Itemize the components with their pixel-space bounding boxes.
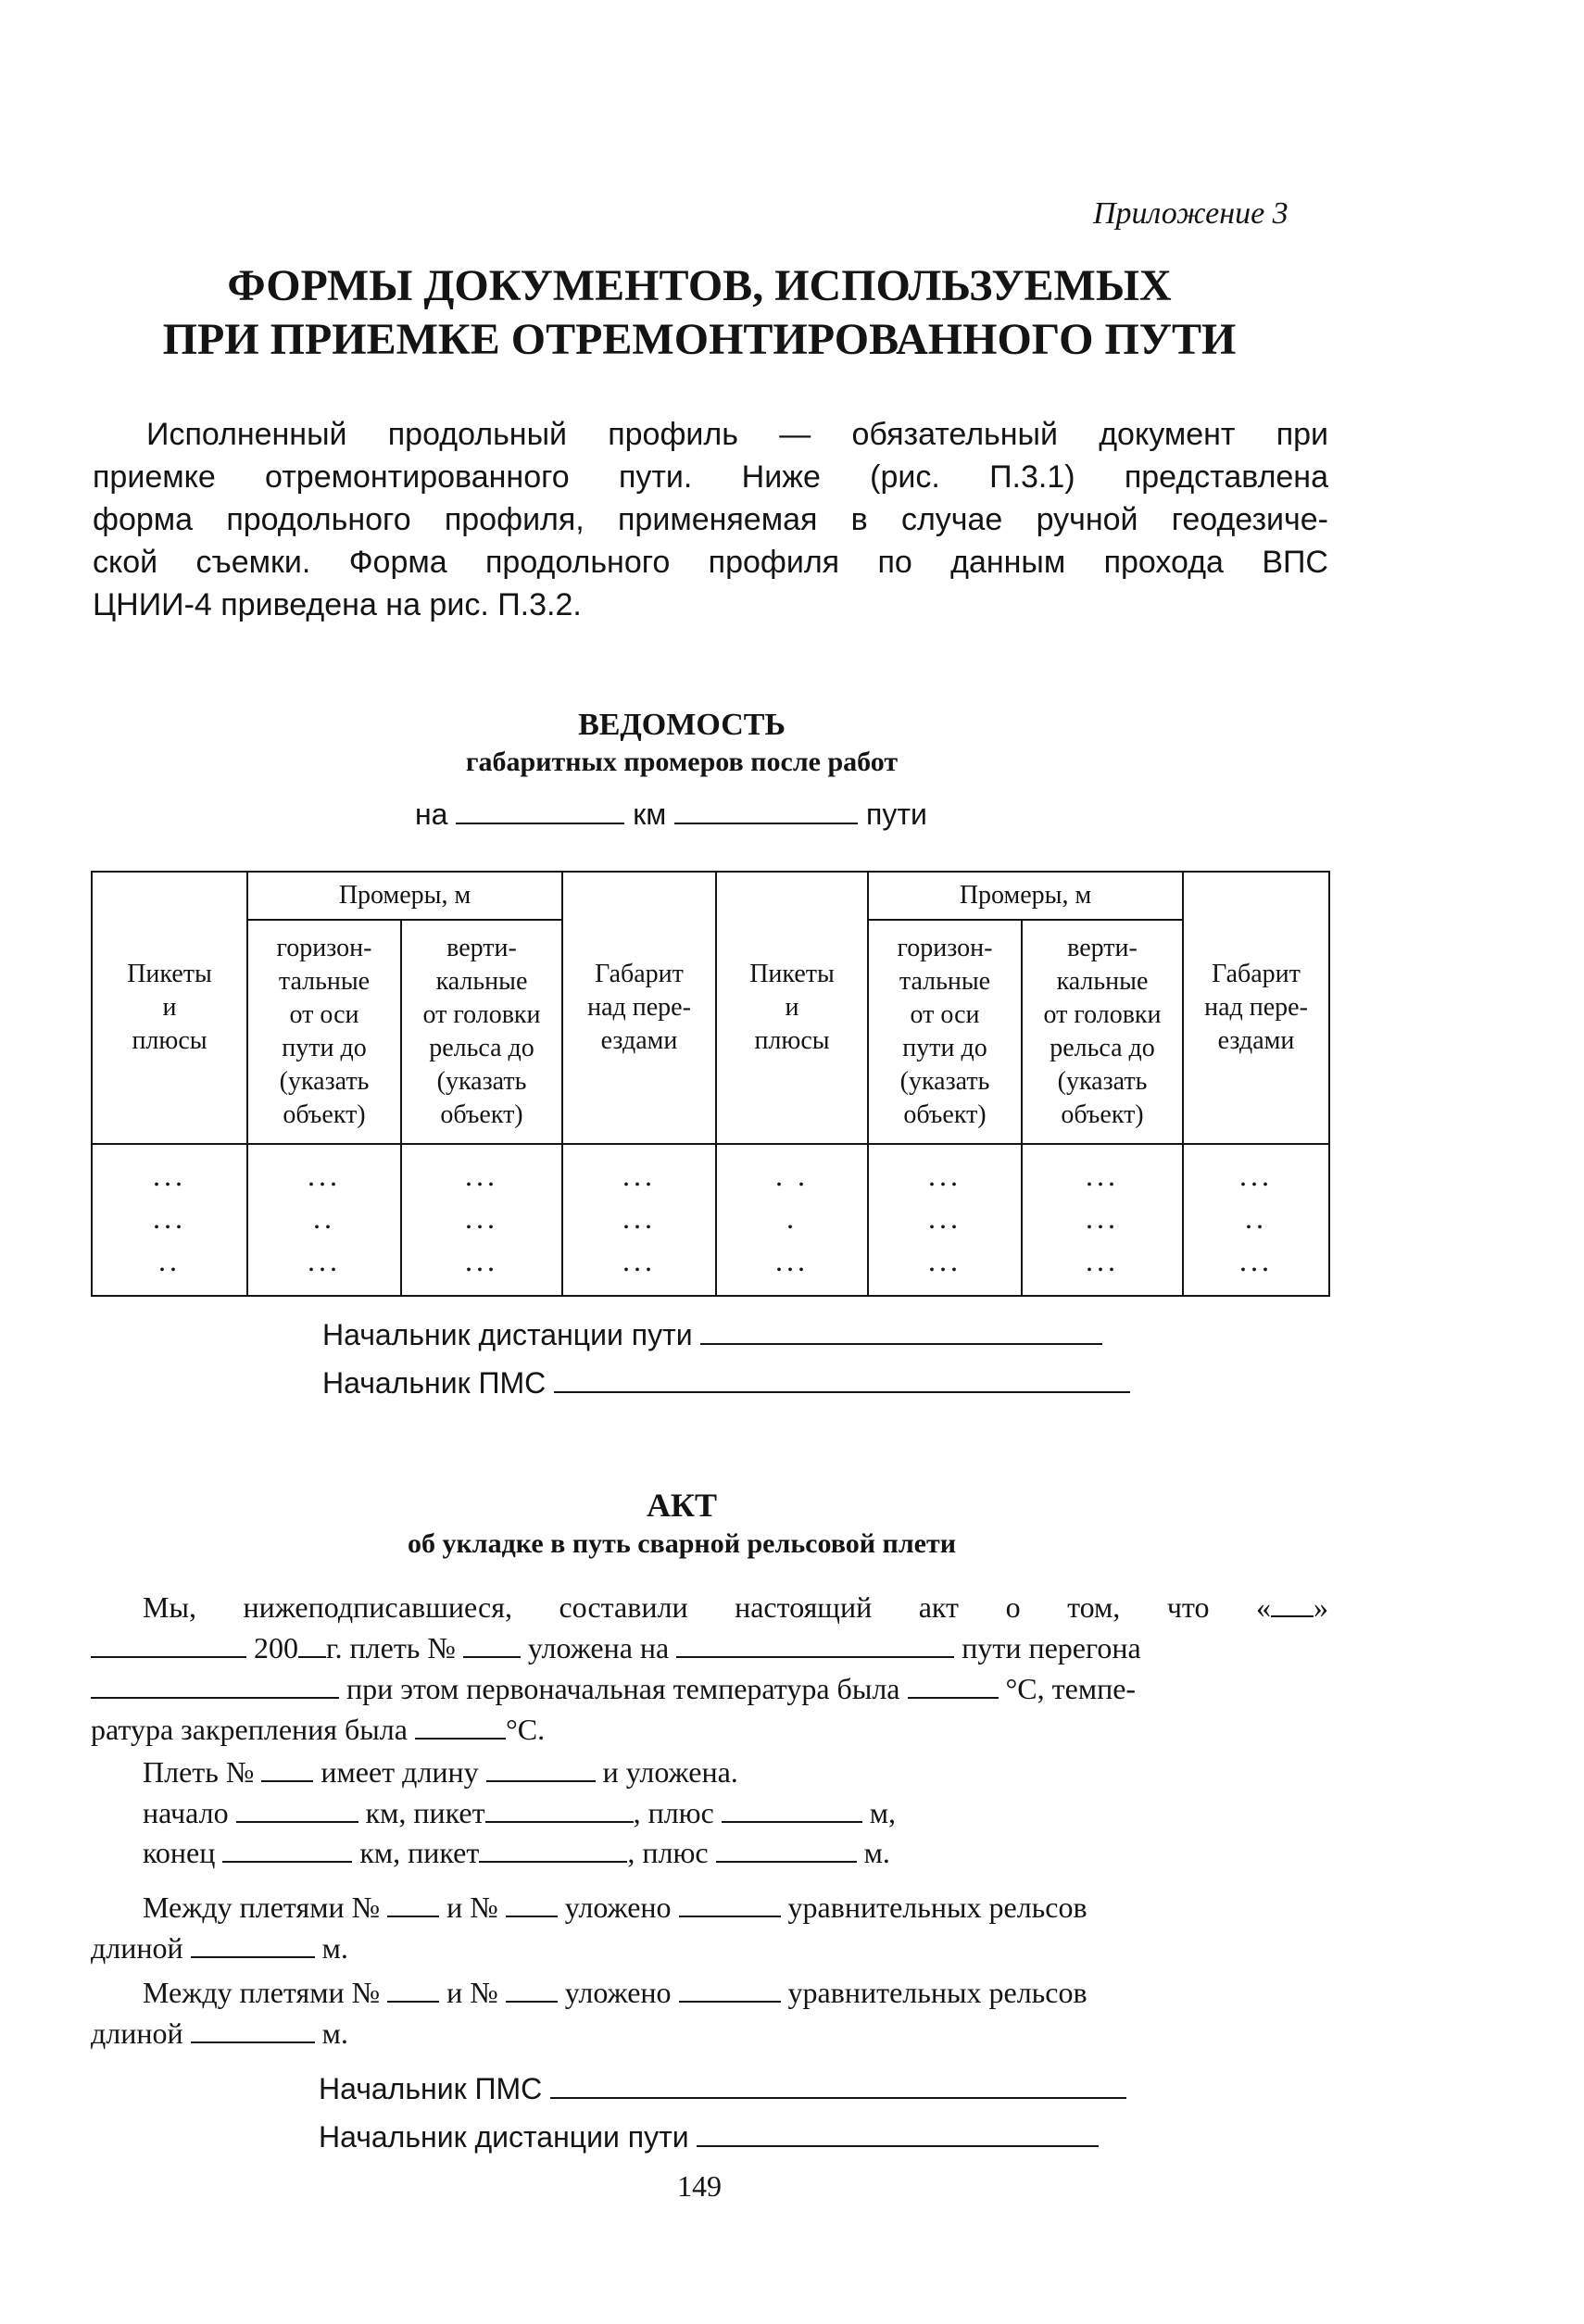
act-signature-pms: Начальник ПМС <box>319 2067 1126 2106</box>
day-blank[interactable] <box>1271 1586 1314 1617</box>
act-title: АКТ <box>646 1487 718 1524</box>
header-horizontal-2: горизон- тальные от оси пути до (указать объект) <box>868 920 1022 1144</box>
act-paragraph-1 <box>91 1586 1328 1749</box>
header-horizontal-1: горизон- тальные от оси пути до (указать объект) <box>247 920 401 1144</box>
signature-blank[interactable] <box>550 2067 1126 2099</box>
vedomost-signature-pms: Начальник ПМС <box>322 1362 1130 1401</box>
length-blank[interactable] <box>486 1751 596 1782</box>
track-blank[interactable] <box>676 1627 954 1658</box>
act-line: начало км, пикет , плюс м, <box>91 1791 1328 1831</box>
end-picket-blank[interactable] <box>479 1831 627 1863</box>
signature-blank[interactable] <box>554 1362 1130 1393</box>
page-number: 149 <box>677 2169 722 2203</box>
act-line: Мы, нижеподписавшиеся, составили настоящий акт о том, что « » <box>91 1586 1328 1627</box>
na-label: на <box>415 798 448 831</box>
act-paragraph-4 <box>91 1971 1328 2053</box>
act-line: при этом первоначальная температура была °С, темпе- <box>91 1667 1328 1708</box>
table-cell[interactable]: ... ... ... <box>401 1144 562 1296</box>
vedomost-title: ВЕДОМОСТЬ <box>578 708 786 742</box>
plet-number-blank[interactable] <box>463 1627 521 1658</box>
month-blank[interactable] <box>91 1627 246 1658</box>
signature-blank[interactable] <box>700 1313 1102 1345</box>
table-row <box>92 1144 1329 1296</box>
act-line: конец км, пикет , плюс м. <box>91 1831 1328 1871</box>
header-vertical-1: верти- кальные от головки рельса до (указать объект) <box>401 920 562 1144</box>
end-plus-blank[interactable] <box>716 1831 857 1863</box>
initial-temp-blank[interactable] <box>908 1667 999 1699</box>
table-cell[interactable]: ... .. ... <box>1183 1144 1329 1296</box>
act-line: длиной м. <box>91 1927 1328 1967</box>
header-gabarit-2: Габарит над пере- ездами <box>1183 872 1329 1144</box>
intro-line: форма продольного профиля, применяемая в случае ручной геодезиче- <box>93 502 1328 537</box>
header-group-1: Промеры, м <box>247 872 562 920</box>
intro-line: ской съемки. Форма продольного профиля по данным прохода ВПС <box>93 545 1328 580</box>
intro-line: Исполненный продольный профиль — обязательный документ при <box>146 417 1328 452</box>
act-signature-distance: Начальник дистанции пути <box>319 2116 1099 2154</box>
signature-blank[interactable] <box>697 2116 1099 2147</box>
header-group-2: Промеры, м <box>868 872 1183 920</box>
intro-paragraph <box>93 413 1328 626</box>
appendix-label: Приложение 3 <box>1093 196 1289 231</box>
page-title-line-1: ФОРМЫ ДОКУМЕНТОВ, ИСПОЛЬЗУЕМЫХ <box>227 261 1172 310</box>
vedomost-subtitle: габаритных промеров после работ <box>465 747 899 777</box>
rails-count-blank[interactable] <box>679 1886 781 1917</box>
act-subtitle: об укладке в путь сварной рельсовой плети <box>407 1528 956 1559</box>
vedomost-signature-distance: Начальник дистанции пути <box>322 1313 1102 1352</box>
header-gabarit-1: Габарит над пере- ездами <box>562 872 716 1144</box>
fixing-temp-blank[interactable] <box>415 1708 506 1740</box>
act-paragraph-2 <box>91 1751 1328 1871</box>
plet-number-blank[interactable] <box>261 1751 313 1782</box>
act-line: ратура закрепления была °С. <box>91 1708 1328 1749</box>
plet-b-blank[interactable] <box>506 1886 558 1917</box>
km-blank[interactable] <box>456 793 624 824</box>
act-line: Плеть № имеет длину и уложена. <box>91 1751 1328 1791</box>
rails-length-blank[interactable] <box>191 2012 315 2043</box>
page-title <box>0 259 1399 367</box>
header-pikety-1: Пикеты и плюсы <box>92 872 247 1144</box>
table-cell[interactable]: ... ... ... <box>1022 1144 1183 1296</box>
rails-length-blank[interactable] <box>191 1927 315 1958</box>
act-line: Между плетями № и № уложено уравнительных рельсов <box>91 1886 1328 1927</box>
vedomost-location-line <box>415 793 927 832</box>
table-header-row-1 <box>92 872 1329 920</box>
table-cell[interactable]: ... ... .. <box>92 1144 247 1296</box>
puti-label: пути <box>866 798 927 831</box>
intro-line: ЦНИИ-4 приведена на рис. П.3.2. <box>93 587 582 622</box>
rails-count-blank[interactable] <box>679 1971 781 2003</box>
plet-a-blank[interactable] <box>387 1971 439 2003</box>
track-blank[interactable] <box>674 793 858 824</box>
act-line: Между плетями № и № уложено уравнительных рельсов <box>91 1971 1328 2012</box>
table-cell[interactable]: ... ... ... <box>868 1144 1022 1296</box>
end-km-blank[interactable] <box>222 1831 352 1863</box>
plet-a-blank[interactable] <box>387 1886 439 1917</box>
peregon-blank[interactable] <box>91 1667 339 1699</box>
act-line: длиной м. <box>91 2012 1328 2053</box>
intro-line: приемке отремонтированного пути. Ниже (рис. П.3.1) представлена <box>93 459 1328 495</box>
table-cell[interactable]: ... .. ... <box>247 1144 401 1296</box>
measurements-table <box>91 871 1330 1297</box>
act-line: 200 г. плеть № уложена на пути перегона <box>91 1627 1328 1667</box>
table-cell[interactable]: . . . ... <box>716 1144 868 1296</box>
act-paragraph-3 <box>91 1886 1328 1967</box>
km-label: км <box>633 798 667 831</box>
year-blank[interactable] <box>298 1627 326 1658</box>
start-plus-blank[interactable] <box>722 1791 862 1823</box>
header-pikety-2: Пикеты и плюсы <box>716 872 868 1144</box>
table-cell[interactable]: ... ... ... <box>562 1144 716 1296</box>
plet-b-blank[interactable] <box>506 1971 558 2003</box>
start-picket-blank[interactable] <box>485 1791 634 1823</box>
header-vertical-2: верти- кальные от головки рельса до (указать объект) <box>1022 920 1183 1144</box>
page-title-line-2: ПРИ ПРИЕМКЕ ОТРЕМОНТИРОВАННОГО ПУТИ <box>162 315 1237 364</box>
start-km-blank[interactable] <box>236 1791 358 1823</box>
